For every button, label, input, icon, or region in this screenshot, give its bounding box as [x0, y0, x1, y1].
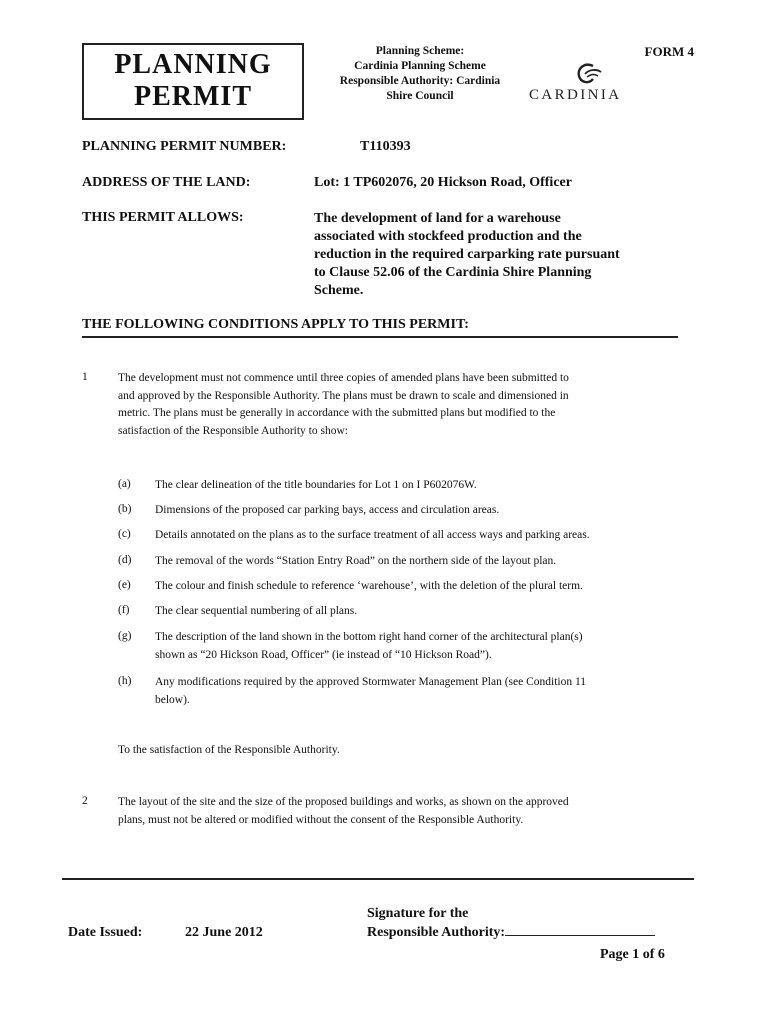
- sub-item-text: Details annotated on the plans as to the surface treatment of all access ways and parking areas.: [155, 529, 590, 541]
- sub-item-letter: (f): [118, 604, 130, 616]
- sub-item-letter: (d): [118, 554, 132, 566]
- address-label: ADDRESS OF THE LAND:: [82, 175, 251, 190]
- planning-scheme-info: [322, 44, 518, 104]
- signature-blank: [505, 923, 655, 936]
- allows-line: associated with stockfeed production and the: [314, 229, 582, 244]
- sub-item-text: Dimensions of the proposed car parking bays, access and circulation areas.: [155, 504, 500, 516]
- page-number: Page 1 of 6: [600, 947, 665, 962]
- sub-item-text: [155, 629, 677, 664]
- condition-line: satisfaction of the Responsible Authority to show:: [118, 424, 348, 437]
- sub-item-line: The description of the land shown in the bottom right hand corner of the architectural plan(s): [155, 631, 583, 643]
- sub-item-letter: (b): [118, 503, 132, 515]
- scheme-line: Planning Scheme:: [375, 45, 465, 57]
- allows-line: The development of land for a warehouse: [314, 211, 561, 226]
- sub-item-line: Any modifications required by the approved Stormwater Management Plan (see Condition 11: [155, 676, 587, 688]
- sub-item-text: The clear sequential numbering of all plans.: [155, 605, 358, 617]
- signature-line-2: [367, 923, 655, 942]
- allows-line: reduction in the required carparking rate pursuant: [314, 247, 620, 262]
- sub-item-letter: (g): [118, 630, 132, 642]
- allows-line: to Clause 52.06 of the Cardinia Shire Planning: [314, 265, 592, 280]
- sub-item-text: The colour and finish schedule to reference ‘warehouse’, with the deletion of the plural term.: [155, 580, 583, 592]
- permit-number-label: PLANNING PERMIT NUMBER:: [82, 139, 287, 154]
- signature-line-1: Signature for the: [367, 906, 469, 921]
- condition-1-closing: To the satisfaction of the Responsible Authority.: [118, 744, 340, 756]
- condition-number: 2: [82, 795, 88, 807]
- conditions-heading: THE FOLLOWING CONDITIONS APPLY TO THIS PERMIT:: [82, 317, 469, 332]
- sub-item-letter: (c): [118, 528, 131, 540]
- permit-allows-description: [314, 210, 674, 300]
- permit-allows-label: THIS PERMIT ALLOWS:: [82, 210, 244, 225]
- condition-line: plans, must not be altered or modified without the consent of the Responsible Authority.: [118, 813, 524, 826]
- sub-item-line: shown as “20 Hickson Road, Officer” (ie instead of “10 Hickson Road”).: [155, 648, 492, 661]
- date-issued-value: 22 June 2012: [185, 925, 263, 940]
- sub-item-text: The clear delineation of the title boundaries for Lot 1 on I P602076W.: [155, 479, 477, 491]
- sub-item-text: The removal of the words “Station Entry Road” on the northern side of the layout plan.: [155, 555, 557, 567]
- condition-line: The layout of the site and the size of the proposed buildings and works, as shown on the approved: [118, 796, 569, 808]
- cardinia-swirl-icon: [527, 60, 637, 90]
- heading-divider: [82, 336, 678, 338]
- scheme-line: Cardinia Planning Scheme: [354, 60, 486, 72]
- condition-line: metric. The plans must be generally in accordance with the submitted plans but modified to the: [118, 407, 556, 419]
- signature-block: [367, 905, 655, 942]
- cardinia-logo: [527, 60, 637, 106]
- footer-divider: [62, 878, 694, 880]
- signature-label: Responsible Authority:: [367, 925, 506, 940]
- condition-line: The development must not commence until three copies of amended plans have been submitted to: [118, 372, 569, 384]
- scheme-line: Shire Council: [386, 90, 454, 102]
- title-line-1: PLANNING: [114, 49, 272, 80]
- sub-item-letter: (h): [118, 675, 132, 687]
- logo-wordmark: CARDINIA: [529, 87, 622, 103]
- sub-item-letter: (e): [118, 579, 131, 591]
- sub-item-line: below).: [155, 693, 190, 706]
- sub-item-text: [155, 674, 677, 709]
- form-number: FORM 4: [644, 44, 694, 59]
- date-issued-label: Date Issued:: [68, 925, 143, 940]
- title-line-2: PERMIT: [134, 81, 252, 112]
- planning-permit-title-box: [82, 43, 304, 120]
- sub-item-letter: (a): [118, 478, 131, 490]
- condition-line: and approved by the Responsible Authority. The plans must be drawn to scale and dimensioned in: [118, 389, 569, 402]
- condition-2-text: [118, 794, 678, 829]
- scheme-line: Responsible Authority: Cardinia: [339, 75, 501, 87]
- permit-number-value: T110393: [360, 139, 411, 154]
- address-value: Lot: 1 TP602076, 20 Hickson Road, Officer: [314, 175, 572, 190]
- allows-line: Scheme.: [314, 283, 364, 298]
- condition-number: 1: [82, 371, 88, 383]
- condition-1-text: [118, 370, 678, 440]
